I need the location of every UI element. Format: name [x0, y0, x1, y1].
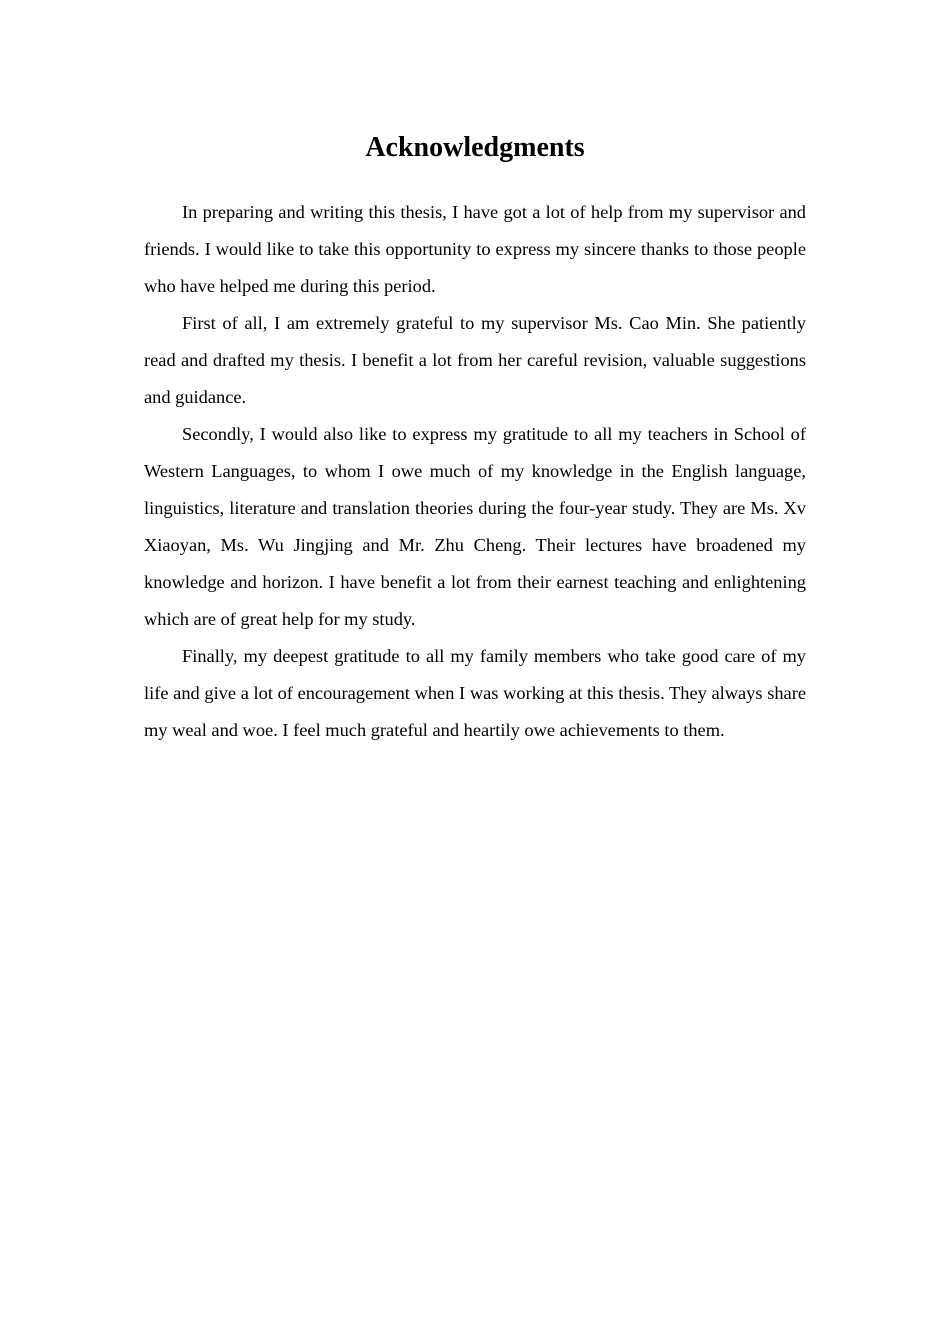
paragraph-family: Finally, my deepest gratitude to all my family members who take good care of my life and give a lot of encouragement when I was working at this thesis. They always share my weal and woe. I feel much grateful and heartily owe achievements to them. — [144, 646, 806, 740]
paragraph-supervisor: First of all, I am extremely grateful to my supervisor Ms. Cao Min. She patiently read and drafted my thesis. I benefit a lot from her careful revision, valuable suggestions and guidance. — [144, 313, 806, 407]
paragraph-intro: In preparing and writing this thesis, I have got a lot of help from my supervisor and friends. I would like to take this opportunity to express my sincere thanks to those people who have helped me during this period. — [144, 202, 806, 296]
paragraph-teachers: Secondly, I would also like to express my gratitude to all my teachers in School of Western Languages, to whom I owe much of my knowledge in the English language, linguistics, literature and translation theories during the four-year study. They are Ms. Xv Xiaoyan, Ms. Wu Jingjing and Mr. Zhu Cheng. Their lectures have broadened my knowledge and horizon. I have benefit a lot from their earnest teaching and enlightening which are of great help for my study. — [144, 424, 806, 629]
document-body — [144, 194, 806, 749]
page-title: Acknowledgments — [365, 132, 585, 163]
